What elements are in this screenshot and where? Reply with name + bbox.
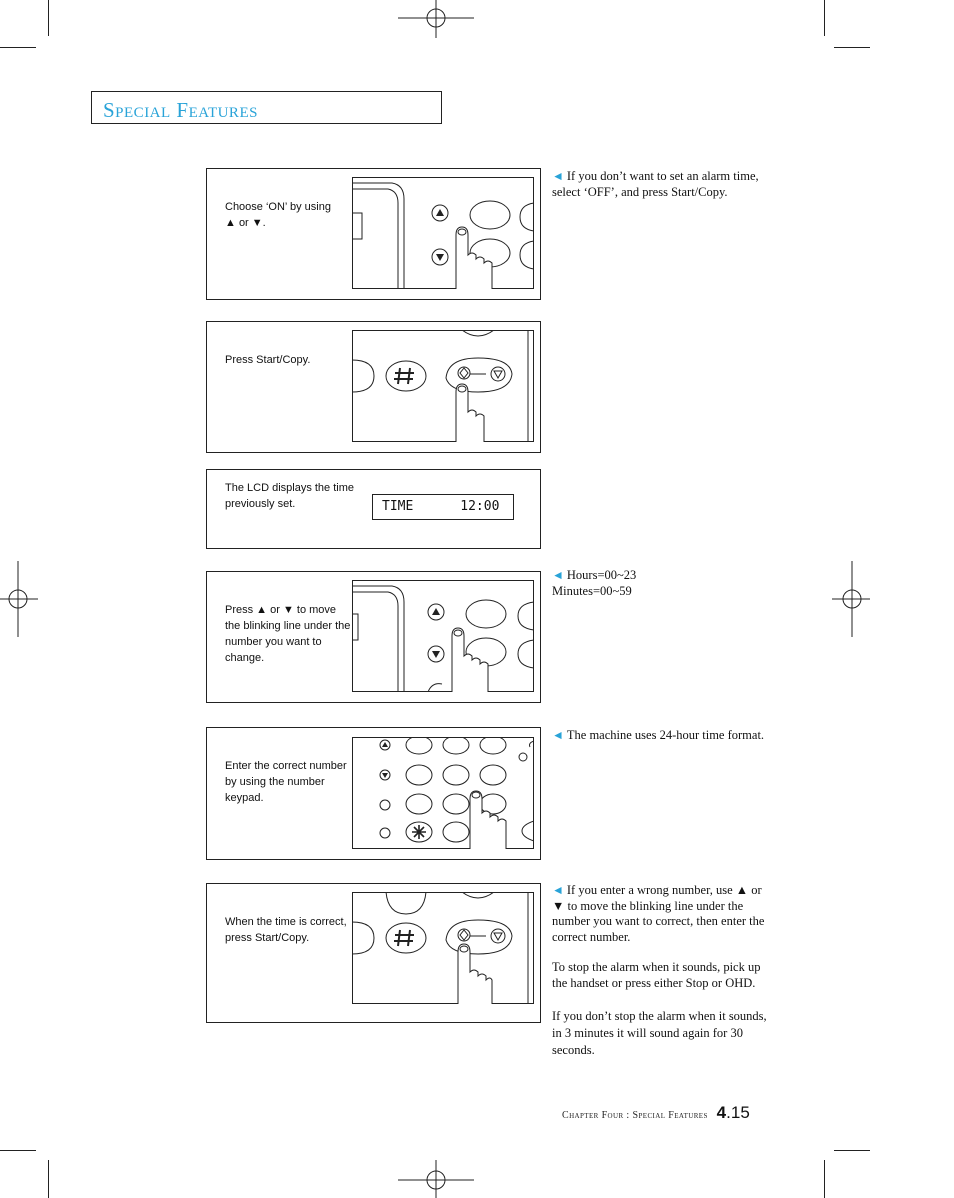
step-box bbox=[206, 727, 541, 860]
step-box bbox=[206, 469, 541, 549]
note-paragraph: To stop the alarm when it sounds, pick up the handset or press either Stop or OHD. bbox=[552, 960, 761, 990]
side-note bbox=[552, 728, 772, 744]
arrow-left-icon: ◄ bbox=[552, 883, 564, 897]
lcd-display: TIME 12:00 bbox=[372, 494, 514, 520]
page-footer bbox=[562, 1103, 750, 1123]
crop-mark bbox=[824, 1160, 825, 1198]
side-note bbox=[552, 568, 772, 599]
note-paragraph: If you don’t stop the alarm when it sounds, in 3 minutes it will sound again for 30 seconds. bbox=[552, 1009, 767, 1057]
registration-mark bbox=[0, 561, 38, 637]
note-text: The machine uses 24-hour time format. bbox=[566, 728, 765, 742]
step-instruction: Choose ‘ON’ by using ▲ or ▼. bbox=[225, 201, 331, 229]
crop-mark bbox=[0, 47, 36, 48]
crop-mark bbox=[824, 0, 825, 36]
start-copy-illustration bbox=[352, 892, 534, 1004]
page-number bbox=[717, 1103, 750, 1122]
start-copy-illustration bbox=[352, 330, 534, 442]
crop-mark bbox=[834, 47, 870, 48]
number-keypad-illustration bbox=[352, 737, 534, 849]
step-box bbox=[206, 168, 541, 300]
crop-mark bbox=[0, 1150, 36, 1151]
arrow-left-icon: ◄ bbox=[552, 568, 564, 582]
arrow-left-icon: ◄ bbox=[552, 728, 564, 742]
step-box bbox=[206, 883, 541, 1023]
arrow-left-icon: ◄ bbox=[552, 169, 564, 183]
footer-chapter: Chapter Four : Special Features bbox=[562, 1110, 708, 1121]
step-instruction: Press Start/Copy. bbox=[225, 354, 311, 366]
registration-mark bbox=[398, 1160, 474, 1198]
step-instruction: Press ▲ or ▼ to move the blinking line under the number you want to change. bbox=[225, 604, 351, 664]
side-note bbox=[552, 883, 772, 1059]
crop-mark bbox=[48, 1160, 49, 1198]
step-instruction: When the time is correct, press Start/Copy. bbox=[225, 916, 347, 944]
crop-mark bbox=[834, 1150, 870, 1151]
page-number-major: 4 bbox=[716, 1103, 727, 1122]
page-number-minor: .15 bbox=[726, 1103, 750, 1122]
registration-mark bbox=[398, 0, 474, 38]
side-note bbox=[552, 169, 772, 200]
note-text: If you enter a wrong number, use ▲ or ▼ to move the blinking line under the number you want to correct, then enter the correct number. bbox=[552, 883, 765, 944]
control-panel-illustration bbox=[352, 580, 534, 692]
note-text: If you don’t want to set an alarm time, select ‘OFF’, and press Start/Copy. bbox=[552, 169, 759, 199]
step-instruction: Enter the correct number by using the number keypad. bbox=[225, 760, 347, 804]
note-text: Hours=00~23 Minutes=00~59 bbox=[552, 568, 637, 598]
step-instruction: The LCD displays the time previously set. bbox=[225, 482, 354, 510]
control-panel-illustration bbox=[352, 177, 534, 289]
registration-mark bbox=[832, 561, 870, 637]
step-box bbox=[206, 571, 541, 703]
crop-mark bbox=[48, 0, 49, 36]
section-title: Special Features bbox=[103, 98, 258, 122]
step-box bbox=[206, 321, 541, 453]
